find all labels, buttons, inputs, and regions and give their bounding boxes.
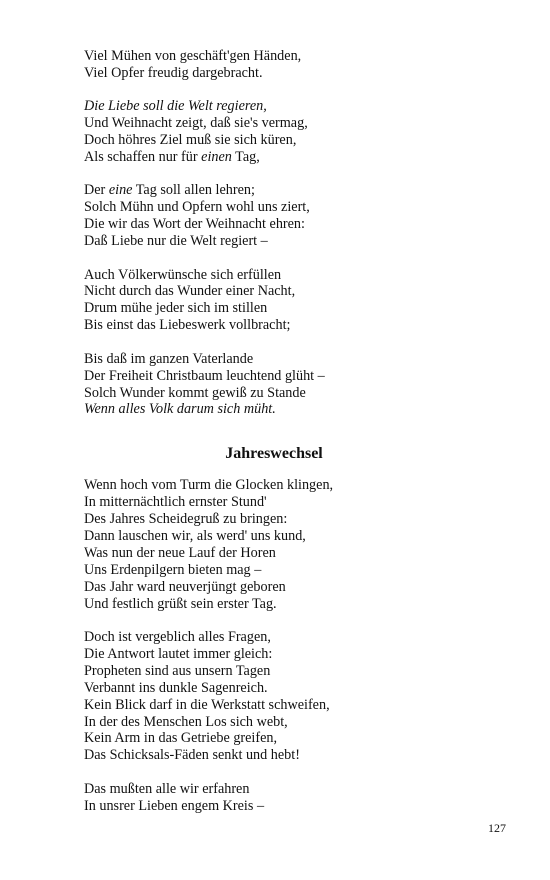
verse-line: Daß Liebe nur die Welt regiert –: [84, 233, 268, 250]
stanza: [84, 477, 524, 612]
verse-line: Drum mühe jeder sich im stillen: [84, 300, 268, 317]
verse-line: Der Freiheit Christbaum leuchtend glüht –: [84, 367, 325, 384]
page-number: 127: [488, 821, 506, 835]
verse-line: Der eine Tag soll allen lehren;: [84, 182, 255, 199]
stanza: [84, 267, 524, 335]
emphasis: eine: [108, 182, 133, 199]
verse-line: Und festlich grüßt sein erster Tag.: [84, 595, 277, 612]
verse-line-italic: Wenn alles Volk darum sich müht.: [84, 401, 276, 418]
verse-line: Doch ist vergeblich alles Fragen,: [84, 628, 271, 645]
stanza: [84, 182, 524, 250]
verse-line: Das mußten alle wir erfahren: [84, 780, 250, 797]
verse-line: Viel Opfer freudig dargebracht.: [84, 64, 263, 81]
emphasis: einen: [201, 149, 232, 166]
stanza: [84, 351, 524, 419]
verse-line: Solch Wunder kommt gewiß zu Stande: [84, 384, 306, 401]
verse-line: Und Weihnacht zeigt, daß sie's vermag,: [84, 115, 308, 132]
stanza: [84, 781, 524, 815]
stanza: [84, 98, 524, 166]
verse-line: Kein Blick darf in die Werkstatt schweifen,: [84, 696, 330, 713]
verse-line: Bis daß im ganzen Vaterlande: [84, 350, 254, 367]
verse-line: Als schaffen nur für einen Tag,: [84, 149, 260, 166]
verse-line: In der des Menschen Los sich webt,: [84, 713, 288, 730]
verse-line: Kein Arm in das Getriebe greifen,: [84, 730, 278, 747]
verse-line: Das Schicksals-Fäden senkt und hebt!: [84, 747, 300, 764]
verse-line: [84, 401, 524, 418]
verse-line: Uns Erdenpilgern bieten mag –: [84, 561, 262, 578]
stanza: [84, 629, 524, 764]
verse-line: Bis einst das Liebeswerk vollbracht;: [84, 317, 291, 334]
verse-line: In unsrer Lieben engem Kreis –: [84, 797, 265, 814]
page-text: [84, 48, 524, 831]
verse-line: Was nun der neue Lauf der Horen: [84, 544, 276, 561]
verse-line: [84, 98, 524, 115]
verse-line: Des Jahres Scheidegruß zu bringen:: [84, 511, 288, 528]
verse-line-italic: Die Liebe soll die Welt regieren,: [84, 98, 267, 115]
verse-line: Verbannt ins dunkle Sagenreich.: [84, 679, 268, 696]
poem-title: Jahreswechsel: [225, 445, 323, 463]
verse-line: Wenn hoch vom Turm die Glocken klingen,: [84, 477, 334, 494]
verse-line: Auch Völkerwünsche sich erfüllen: [84, 266, 282, 283]
verse-line: Propheten sind aus unsern Tagen: [84, 662, 271, 679]
verse-line: In mitternächtlich ernster Stund': [84, 494, 267, 511]
verse-line: Dann lauschen wir, als werd' uns kund,: [84, 527, 306, 544]
verse-line: Die Antwort lautet immer gleich:: [84, 645, 273, 662]
verse-line: Doch höhres Ziel muß sie sich küren,: [84, 132, 297, 149]
verse-line: Viel Mühen von geschäft'gen Händen,: [84, 48, 302, 64]
stanza: [84, 48, 524, 82]
verse-line: Nicht durch das Wunder einer Nacht,: [84, 283, 296, 300]
verse-line: Die wir das Wort der Weihnacht ehren:: [84, 216, 305, 233]
verse-line: Das Jahr ward neuverjüngt geboren: [84, 578, 286, 595]
verse-line: Solch Mühn und Opfern wohl uns ziert,: [84, 199, 310, 216]
